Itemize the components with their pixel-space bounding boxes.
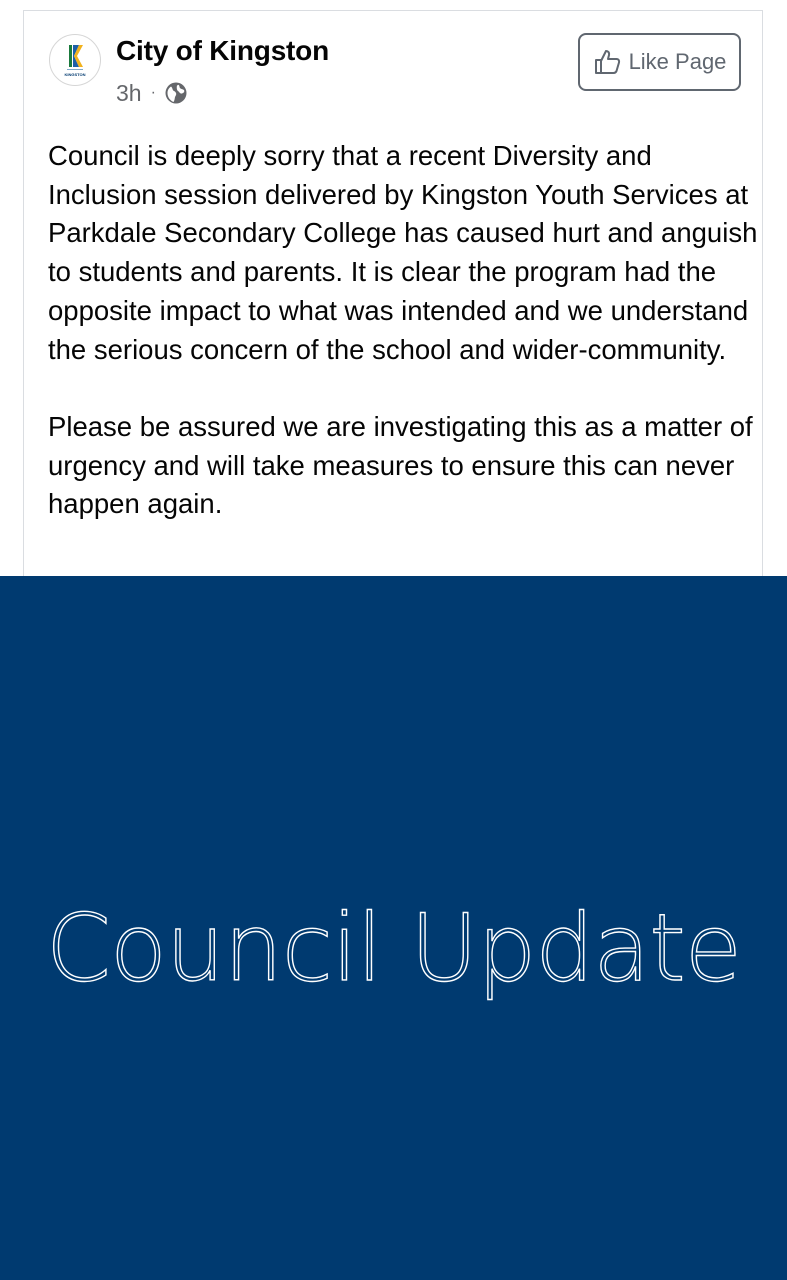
meta-separator: · xyxy=(150,84,156,101)
thumbs-up-icon xyxy=(593,47,623,77)
like-page-button[interactable] xyxy=(578,33,741,91)
globe-icon xyxy=(164,81,188,105)
like-page-label: Like Page xyxy=(628,49,727,74)
post-timestamp[interactable]: 3h xyxy=(116,79,142,106)
page-name-link[interactable]: City of Kingston xyxy=(116,35,329,66)
page-avatar[interactable] xyxy=(49,34,101,86)
post-image-banner[interactable] xyxy=(0,576,787,1280)
post-card xyxy=(23,10,763,576)
post-paragraph: Council is deeply sorry that a recent Diversity and Inclusion session delivered by Kingston Youth Services at Parkdale Secondary College has caused hurt and anguish to students and parents. It is clear the program had the opposite impact to what was intended and we understand the serious concern of the school and wider-community. xyxy=(48,140,758,365)
banner-title: Council Update xyxy=(46,894,741,1002)
post-body xyxy=(48,137,760,524)
post-meta xyxy=(116,77,188,109)
kingston-logo-icon xyxy=(50,35,100,85)
post-paragraph: Please be assured we are investigating this as a matter of urgency and will take measures to ensure this can never happen again. xyxy=(48,410,753,520)
logo-text: KINGSTON xyxy=(64,72,86,77)
